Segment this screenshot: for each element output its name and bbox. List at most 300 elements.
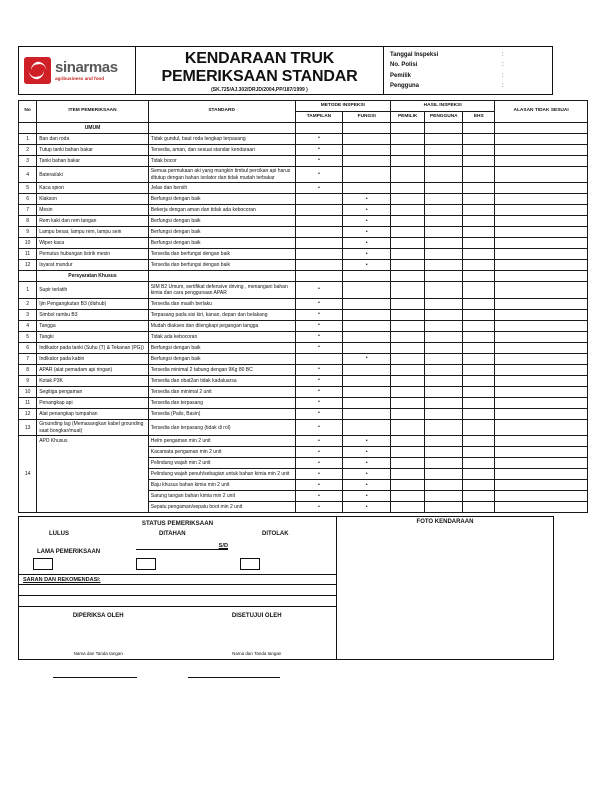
pemilik-result-cell xyxy=(391,397,425,408)
col-header-pengguna: PENGGUNA xyxy=(425,111,463,122)
fungsi-mark-cell: • xyxy=(343,194,391,205)
pengguna-result-cell xyxy=(425,166,463,183)
table-row xyxy=(19,298,588,309)
col-header-hasil: HASIL INSPEKSI xyxy=(391,101,495,112)
standard-cell: Berfungsi dengan baik xyxy=(148,216,295,227)
tampilan-mark-cell xyxy=(295,205,343,216)
section-row xyxy=(19,271,588,282)
item-cell: Baterai/aki xyxy=(37,166,149,183)
alasan-cell xyxy=(495,375,588,386)
item-cell: Indikator pada kabin xyxy=(37,353,149,364)
no-cell: 8 xyxy=(19,216,37,227)
pengguna-result-cell xyxy=(425,249,463,260)
status-panel xyxy=(19,517,337,659)
no-polisi-field[interactable]: : xyxy=(502,62,504,69)
ehs-result-cell xyxy=(463,238,495,249)
form-header xyxy=(18,46,553,95)
item-cell: Pemutus hubungan listrik mesin xyxy=(37,249,149,260)
fungsi-mark-cell xyxy=(343,271,391,282)
no-cell: 6 xyxy=(19,194,37,205)
fungsi-mark-cell xyxy=(343,183,391,194)
pemilik-result-cell xyxy=(391,166,425,183)
pemilik-label: Pemilik xyxy=(390,72,412,79)
fungsi-mark-cell xyxy=(343,397,391,408)
approved-by-column xyxy=(178,607,337,659)
pengguna-result-cell xyxy=(425,133,463,144)
fungsi-mark-cell: • xyxy=(343,249,391,260)
pemilik-field[interactable]: : xyxy=(502,72,504,79)
item-cell: Ijin Pengangkutan B3 (dishub) xyxy=(37,298,149,309)
table-row xyxy=(19,194,588,205)
no-cell: 7 xyxy=(19,353,37,364)
pengguna-field[interactable]: : xyxy=(502,82,504,89)
status-option-lulus: LULUS xyxy=(49,531,69,538)
pemilik-result-cell xyxy=(391,260,425,271)
inspected-by-caption: Nama dan Tanda tangan xyxy=(73,651,123,657)
fungsi-mark-cell xyxy=(343,386,391,397)
ehs-result-cell xyxy=(463,144,495,155)
col-header-item: ITEM PEMERIKSAAN xyxy=(37,101,149,123)
pemilik-result-cell xyxy=(391,144,425,155)
pemilik-result-cell xyxy=(391,480,425,491)
no-polisi-label: No. Polisi xyxy=(390,62,418,69)
item-cell: Mesin xyxy=(37,205,149,216)
alasan-cell xyxy=(495,155,588,166)
pengguna-result-cell xyxy=(425,331,463,342)
pemilik-result-cell xyxy=(391,271,425,282)
no-cell: 5 xyxy=(19,183,37,194)
item-cell: Ban dan roda xyxy=(37,133,149,144)
col-header-metode: METODE INSPEKSI xyxy=(295,101,391,112)
standard-cell: Berfungsi dengan baik xyxy=(148,194,295,205)
pemilik-result-cell xyxy=(391,386,425,397)
tampilan-mark-cell: • xyxy=(295,282,343,299)
alasan-cell xyxy=(495,194,588,205)
pemilik-result-cell xyxy=(391,375,425,386)
recommendation-header xyxy=(19,574,336,585)
item-cell: Segitiga pengaman xyxy=(37,386,149,397)
tampilan-mark-cell: • xyxy=(295,397,343,408)
ehs-result-cell xyxy=(463,353,495,364)
brand-text xyxy=(55,60,118,81)
table-row xyxy=(19,216,588,227)
ehs-result-cell xyxy=(463,364,495,375)
no-cell: 9 xyxy=(19,227,37,238)
tampilan-mark-cell: • xyxy=(295,166,343,183)
no-cell: 2 xyxy=(19,298,37,309)
status-option-ditahan: DITAHAN xyxy=(159,531,186,538)
pemilik-result-cell xyxy=(391,458,425,469)
col-header-no: No xyxy=(19,101,37,123)
no-cell: 4 xyxy=(19,320,37,331)
col-header-standard: STANDARD xyxy=(148,101,295,123)
tampilan-mark-cell: • xyxy=(295,480,343,491)
inspected-by-column xyxy=(19,607,178,659)
alasan-cell xyxy=(495,320,588,331)
tampilan-mark-cell: • xyxy=(295,447,343,458)
tampilan-mark-cell xyxy=(295,271,343,282)
tampilan-mark-cell: • xyxy=(295,491,343,502)
pemilik-result-cell xyxy=(391,183,425,194)
alasan-cell xyxy=(495,419,588,436)
table-row xyxy=(19,375,588,386)
fungsi-mark-cell: • xyxy=(343,502,391,513)
pengguna-result-cell xyxy=(425,320,463,331)
section-title: UMUM xyxy=(37,122,149,133)
fungsi-mark-cell: • xyxy=(343,469,391,480)
no-cell: 2 xyxy=(19,144,37,155)
tampilan-mark-cell: • xyxy=(295,469,343,480)
signature-line-approver[interactable] xyxy=(188,677,280,678)
standard-cell: Terpasang pada sisi kiri, kanan, depan dan belakang xyxy=(148,309,295,320)
table-row xyxy=(19,408,588,419)
table-row xyxy=(19,133,588,144)
tampilan-mark-cell: • xyxy=(295,144,343,155)
tampilan-mark-cell: • xyxy=(295,436,343,447)
pemilik-result-cell xyxy=(391,419,425,436)
pengguna-label: Pengguna xyxy=(390,82,420,89)
pemilik-result-cell xyxy=(391,491,425,502)
alasan-cell xyxy=(495,408,588,419)
ehs-result-cell xyxy=(463,397,495,408)
checkbox-ditahan[interactable] xyxy=(136,558,156,570)
alasan-cell xyxy=(495,364,588,375)
tampilan-mark-cell: • xyxy=(295,375,343,386)
no-cell xyxy=(19,122,37,133)
standard-cell: Semua permukaan aki yang mungkin timbul percikan api harus ditutup dengan bahan isolator dan tidak mudah terbakar xyxy=(148,166,295,183)
ehs-result-cell xyxy=(463,166,495,183)
inspection-info-block xyxy=(384,47,552,94)
alasan-cell xyxy=(495,469,588,480)
pengguna-result-cell xyxy=(425,386,463,397)
brand-block xyxy=(19,47,136,94)
pemilik-result-cell xyxy=(391,205,425,216)
table-row xyxy=(19,320,588,331)
ehs-result-cell xyxy=(463,133,495,144)
standard-cell: Tidak gundul, baut roda lengkap terpasang xyxy=(148,133,295,144)
fungsi-mark-cell: • xyxy=(343,491,391,502)
alasan-cell xyxy=(495,480,588,491)
table-row xyxy=(19,238,588,249)
no-cell: 6 xyxy=(19,342,37,353)
tampilan-mark-cell: • xyxy=(295,458,343,469)
pengguna-result-cell xyxy=(425,397,463,408)
ehs-result-cell xyxy=(463,386,495,397)
pengguna-result-cell xyxy=(425,144,463,155)
tampilan-mark-cell: • xyxy=(295,298,343,309)
pengguna-result-cell xyxy=(425,155,463,166)
pengguna-result-cell xyxy=(425,469,463,480)
tanggal-inspeksi-field[interactable]: : xyxy=(502,52,504,58)
alasan-cell xyxy=(495,447,588,458)
alasan-cell xyxy=(495,122,588,133)
alasan-cell xyxy=(495,386,588,397)
no-cell: 1 xyxy=(19,282,37,299)
pengguna-result-cell xyxy=(425,419,463,436)
fungsi-mark-cell xyxy=(343,408,391,419)
inspected-by-label: DIPERIKSA OLEH xyxy=(72,613,124,620)
standard-cell xyxy=(148,271,295,282)
standard-cell: Mudah diakses dan dilengkapi pegangan tangga xyxy=(148,320,295,331)
pemilik-result-cell xyxy=(391,227,425,238)
tampilan-mark-cell xyxy=(295,194,343,205)
pemilik-result-cell xyxy=(391,122,425,133)
ehs-result-cell xyxy=(463,194,495,205)
standard-cell: Bekerja dengan aman dan tidak ada kebocoran xyxy=(148,205,295,216)
table-row xyxy=(19,386,588,397)
tampilan-mark-cell: • xyxy=(295,408,343,419)
ehs-result-cell xyxy=(463,155,495,166)
fungsi-mark-cell xyxy=(343,144,391,155)
tampilan-mark-cell xyxy=(295,216,343,227)
table-row xyxy=(19,342,588,353)
item-cell: Tangki xyxy=(37,331,149,342)
tampilan-mark-cell xyxy=(295,227,343,238)
fungsi-mark-cell xyxy=(343,419,391,436)
pemilik-result-cell xyxy=(391,342,425,353)
table-row xyxy=(19,397,588,408)
alasan-cell xyxy=(495,260,588,271)
alasan-cell xyxy=(495,216,588,227)
item-cell: APD Khusus xyxy=(37,436,149,513)
section-row xyxy=(19,122,588,133)
duration-label: LAMA PEMERIKSAAN xyxy=(37,549,101,556)
standard-cell: Tersedia dan obat2an tidak kadaluarsa xyxy=(148,375,295,386)
no-cell: 3 xyxy=(19,155,37,166)
item-cell: Wiper kaca xyxy=(37,238,149,249)
pengguna-result-cell xyxy=(425,408,463,419)
pemilik-result-cell xyxy=(391,502,425,513)
item-cell: APAR (alat pemadam api ringan) xyxy=(37,364,149,375)
inspection-form xyxy=(18,46,588,681)
ehs-result-cell xyxy=(463,342,495,353)
table-row xyxy=(19,166,588,183)
table-row xyxy=(19,155,588,166)
item-cell: Grounding lag (Memasangkan kabel grounding saat bongkar/muat) xyxy=(37,419,149,436)
pemilik-result-cell xyxy=(391,282,425,299)
pemilik-result-cell xyxy=(391,249,425,260)
alasan-cell xyxy=(495,249,588,260)
ehs-result-cell xyxy=(463,227,495,238)
no-cell xyxy=(19,271,37,282)
alasan-cell xyxy=(495,282,588,299)
no-cell: 14 xyxy=(19,436,37,513)
item-cell: Tanki bahan bakar xyxy=(37,155,149,166)
table-row xyxy=(19,260,588,271)
info-row-polisi xyxy=(390,60,546,70)
alasan-cell xyxy=(495,238,588,249)
fungsi-mark-cell xyxy=(343,342,391,353)
pengguna-result-cell xyxy=(425,502,463,513)
alasan-cell xyxy=(495,271,588,282)
table-row xyxy=(19,144,588,155)
item-cell: Indikator pada tanki (Suhu (T) & Tekanan (PG)) xyxy=(37,342,149,353)
no-cell: 11 xyxy=(19,249,37,260)
summary-block xyxy=(18,516,554,660)
ehs-result-cell xyxy=(463,249,495,260)
form-regulation-ref: (SK.725/AJ.302/DRJD/2004,PP/187/1999 ) xyxy=(211,86,308,93)
standard-cell: Pelindung wajah min 2 unit xyxy=(148,458,295,469)
tampilan-mark-cell: • xyxy=(295,133,343,144)
standard-cell: Jelas dan bersih xyxy=(148,183,295,194)
pengguna-result-cell xyxy=(425,375,463,386)
tampilan-mark-cell: • xyxy=(295,309,343,320)
no-cell: 10 xyxy=(19,238,37,249)
fungsi-mark-cell xyxy=(343,298,391,309)
pengguna-result-cell xyxy=(425,342,463,353)
signature-area xyxy=(19,607,336,659)
alasan-cell xyxy=(495,397,588,408)
form-title-line1: KENDARAAN TRUK xyxy=(184,50,335,67)
item-cell: Isyarat mundur xyxy=(37,260,149,271)
fungsi-mark-cell: • xyxy=(343,447,391,458)
recommendation-line-2[interactable] xyxy=(19,596,336,607)
pengguna-result-cell xyxy=(425,205,463,216)
col-header-fungsi: FUNGSI xyxy=(343,111,391,122)
ehs-result-cell xyxy=(463,491,495,502)
fungsi-mark-cell: • xyxy=(343,216,391,227)
alasan-cell xyxy=(495,458,588,469)
table-row xyxy=(19,309,588,320)
table-row xyxy=(19,419,588,436)
ehs-result-cell xyxy=(463,320,495,331)
ehs-result-cell xyxy=(463,205,495,216)
ehs-result-cell xyxy=(463,502,495,513)
alasan-cell xyxy=(495,133,588,144)
standard-cell: Tersedia dan terpasang (tidak di rol) xyxy=(148,419,295,436)
alasan-cell xyxy=(495,166,588,183)
signature-line-inspector[interactable] xyxy=(53,677,137,678)
alasan-cell xyxy=(495,436,588,447)
item-cell: Lampu besar, lampu rem, lampu sein xyxy=(37,227,149,238)
standard-cell: Sarung tangan bahan kimia min 2 unit xyxy=(148,491,295,502)
table-row xyxy=(19,183,588,194)
status-option-ditolak: DITOLAK xyxy=(262,531,289,538)
sinarmas-logo-icon xyxy=(24,57,51,84)
ehs-result-cell xyxy=(463,216,495,227)
ehs-result-cell xyxy=(463,480,495,491)
tampilan-mark-cell xyxy=(295,353,343,364)
until-label: S/D xyxy=(218,543,228,550)
recommendation-line-1[interactable] xyxy=(19,585,336,596)
ehs-result-cell xyxy=(463,298,495,309)
alasan-cell xyxy=(495,144,588,155)
standard-cell: Tersedia dan berfungsi dengan baik xyxy=(148,260,295,271)
fungsi-mark-cell: • xyxy=(343,238,391,249)
pemilik-result-cell xyxy=(391,155,425,166)
col-header-pemilik: PEMILIK xyxy=(391,111,425,122)
no-cell: 7 xyxy=(19,205,37,216)
standard-cell xyxy=(148,122,295,133)
no-cell: 8 xyxy=(19,364,37,375)
no-cell: 12 xyxy=(19,260,37,271)
ehs-result-cell xyxy=(463,309,495,320)
item-cell: Tutup tanki bahan bakar xyxy=(37,144,149,155)
tampilan-mark-cell xyxy=(295,249,343,260)
item-cell: Kotak P3K xyxy=(37,375,149,386)
ehs-result-cell xyxy=(463,375,495,386)
fungsi-mark-cell xyxy=(343,133,391,144)
alasan-cell xyxy=(495,309,588,320)
alasan-cell xyxy=(495,205,588,216)
ehs-result-cell xyxy=(463,183,495,194)
ehs-result-cell xyxy=(463,122,495,133)
alasan-cell xyxy=(495,227,588,238)
ehs-result-cell xyxy=(463,260,495,271)
no-cell: 13 xyxy=(19,419,37,436)
fungsi-mark-cell: • xyxy=(343,260,391,271)
tampilan-mark-cell: • xyxy=(295,320,343,331)
form-title-block xyxy=(136,47,384,94)
table-row xyxy=(19,331,588,342)
fungsi-mark-cell xyxy=(343,375,391,386)
checkbox-lulus[interactable] xyxy=(33,558,53,570)
alasan-cell xyxy=(495,331,588,342)
pemilik-result-cell xyxy=(391,364,425,375)
standard-cell: Tersedia, aman, dan sesuai standar kendaraan xyxy=(148,144,295,155)
footer-signature-lines xyxy=(18,677,588,681)
brand-tagline: agribusiness and food xyxy=(55,76,105,81)
status-title: STATUS PEMERIKSAAN xyxy=(141,520,214,528)
no-cell: 4 xyxy=(19,166,37,183)
fungsi-mark-cell xyxy=(343,155,391,166)
no-cell: 12 xyxy=(19,408,37,419)
fungsi-mark-cell xyxy=(343,282,391,299)
no-cell: 3 xyxy=(19,309,37,320)
standard-cell: Sepatu pengaman/sepatu boot min 2 unit xyxy=(148,502,295,513)
fungsi-mark-cell xyxy=(343,364,391,375)
fungsi-mark-cell xyxy=(343,166,391,183)
pengguna-result-cell xyxy=(425,122,463,133)
fungsi-mark-cell: • xyxy=(343,458,391,469)
fungsi-mark-cell xyxy=(343,320,391,331)
pemilik-result-cell xyxy=(391,436,425,447)
ehs-result-cell xyxy=(463,271,495,282)
inspection-table xyxy=(18,100,588,513)
pengguna-result-cell xyxy=(425,227,463,238)
pengguna-result-cell xyxy=(425,260,463,271)
ehs-result-cell xyxy=(463,408,495,419)
fungsi-mark-cell: • xyxy=(343,205,391,216)
standard-cell: Berfungsi dengan baik xyxy=(148,342,295,353)
form-title-line2: PEMERIKSAAN STANDAR xyxy=(161,67,358,85)
standard-cell: Tersedia (Pails, Basin) xyxy=(148,408,295,419)
fungsi-mark-cell: • xyxy=(343,436,391,447)
tampilan-mark-cell: • xyxy=(295,364,343,375)
info-row-tanggal xyxy=(390,50,546,60)
tampilan-mark-cell: • xyxy=(295,502,343,513)
standard-cell: Tersedia dan masih berlaku xyxy=(148,298,295,309)
standard-cell: Tidak ada kebocoran xyxy=(148,331,295,342)
alasan-cell xyxy=(495,183,588,194)
pengguna-result-cell xyxy=(425,298,463,309)
pengguna-result-cell xyxy=(425,309,463,320)
item-cell: Penangkap api xyxy=(37,397,149,408)
standard-cell: Kacamata pengaman min 2 unit xyxy=(148,447,295,458)
pengguna-result-cell xyxy=(425,353,463,364)
table-row xyxy=(19,364,588,375)
tampilan-mark-cell xyxy=(295,260,343,271)
alasan-cell xyxy=(495,502,588,513)
pemilik-result-cell xyxy=(391,133,425,144)
tampilan-mark-cell xyxy=(295,238,343,249)
pemilik-result-cell xyxy=(391,447,425,458)
pengguna-result-cell xyxy=(425,282,463,299)
standard-cell: Berfungsi dengan baik xyxy=(148,227,295,238)
pengguna-result-cell xyxy=(425,194,463,205)
pengguna-result-cell xyxy=(425,436,463,447)
checkbox-ditolak[interactable] xyxy=(240,558,260,570)
